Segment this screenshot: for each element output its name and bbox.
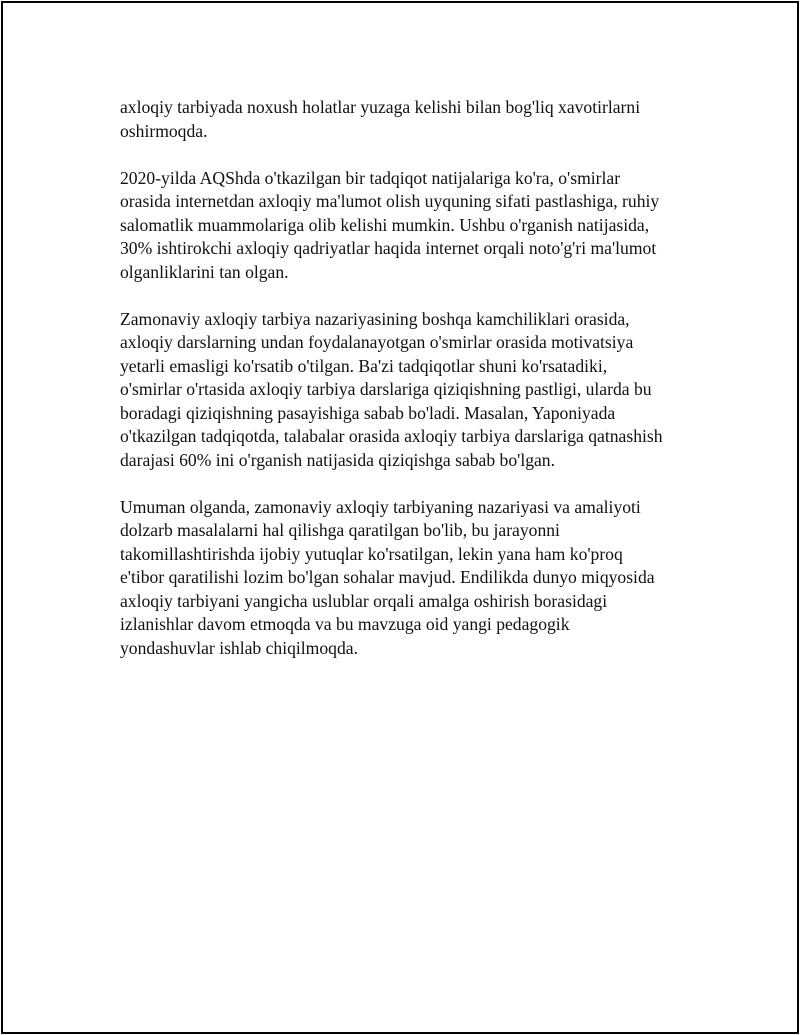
paragraph-usa-study: 2020-yilda AQShda o'tkazilgan bir tadqiqot natijalariga ko'ra, o'smirlar orasida internetdan axloqiy ma'lumot olish uyquning sifati pastlashiga, ruhiy salomatlik muammolariga olib kelishi mumkin. Ushbu o'rganish natijasida, 30% ishtirokchi axloqiy qadriyatlar haqida internet orqali noto'g'ri ma'lumot olganliklarini tan olgan.	[120, 167, 660, 282]
document-page	[1, 1, 799, 1034]
paragraph-shortcomings: Zamonaviy axloqiy tarbiya nazariyasining boshqa kamchiliklari orasida, axloqiy darslarning undan foydalanayotgan o'smirlar orasida motivatsiya yetarli emasligi ko'rsatib o'tilgan. Ba'zi tadqiqotlar shuni ko'rsatadiki, o'smirlar o'rtasida axloqiy tarbiya darslariga qiziqishning pastligi, ularda bu boradagi qiziqishning pasayishiga sabab bo'ladi. Masalan, Yaponiyada o'tkazilgan tadqiqotda, talabalar orasida axloqiy tarbiya darslariga qatnashish darajasi 60% ini o'rganish natijasida qiziqishga sabab bo'lgan.	[120, 308, 663, 470]
paragraph-conclusion: Umuman olganda, zamonaviy axloqiy tarbiyaning nazariyasi va amaliyoti dolzarb masalalarni hal qilishga qaratilgan bo'lib, bu jarayonni takomillashtirishda ijobiy yutuqlar ko'rsatilgan, lekin yana ham ko'proq e'tibor qaratilishi lozim bo'lgan sohalar mavjud. Endilikda dunyo miqyosida axloqiy tarbiyani yangicha uslublar orqali amalga oshirish borasidagi izlanishlar davom etmoqda va bu mavzuga oid yangi pedagogik yondashuvlar ishlab chiqilmoqda.	[120, 496, 655, 658]
paragraph-continuation: axloqiy tarbiyada noxush holatlar yuzaga kelishi bilan bog'liq xavotirlarni oshirmoqda.	[120, 97, 641, 141]
page-body	[120, 96, 695, 684]
